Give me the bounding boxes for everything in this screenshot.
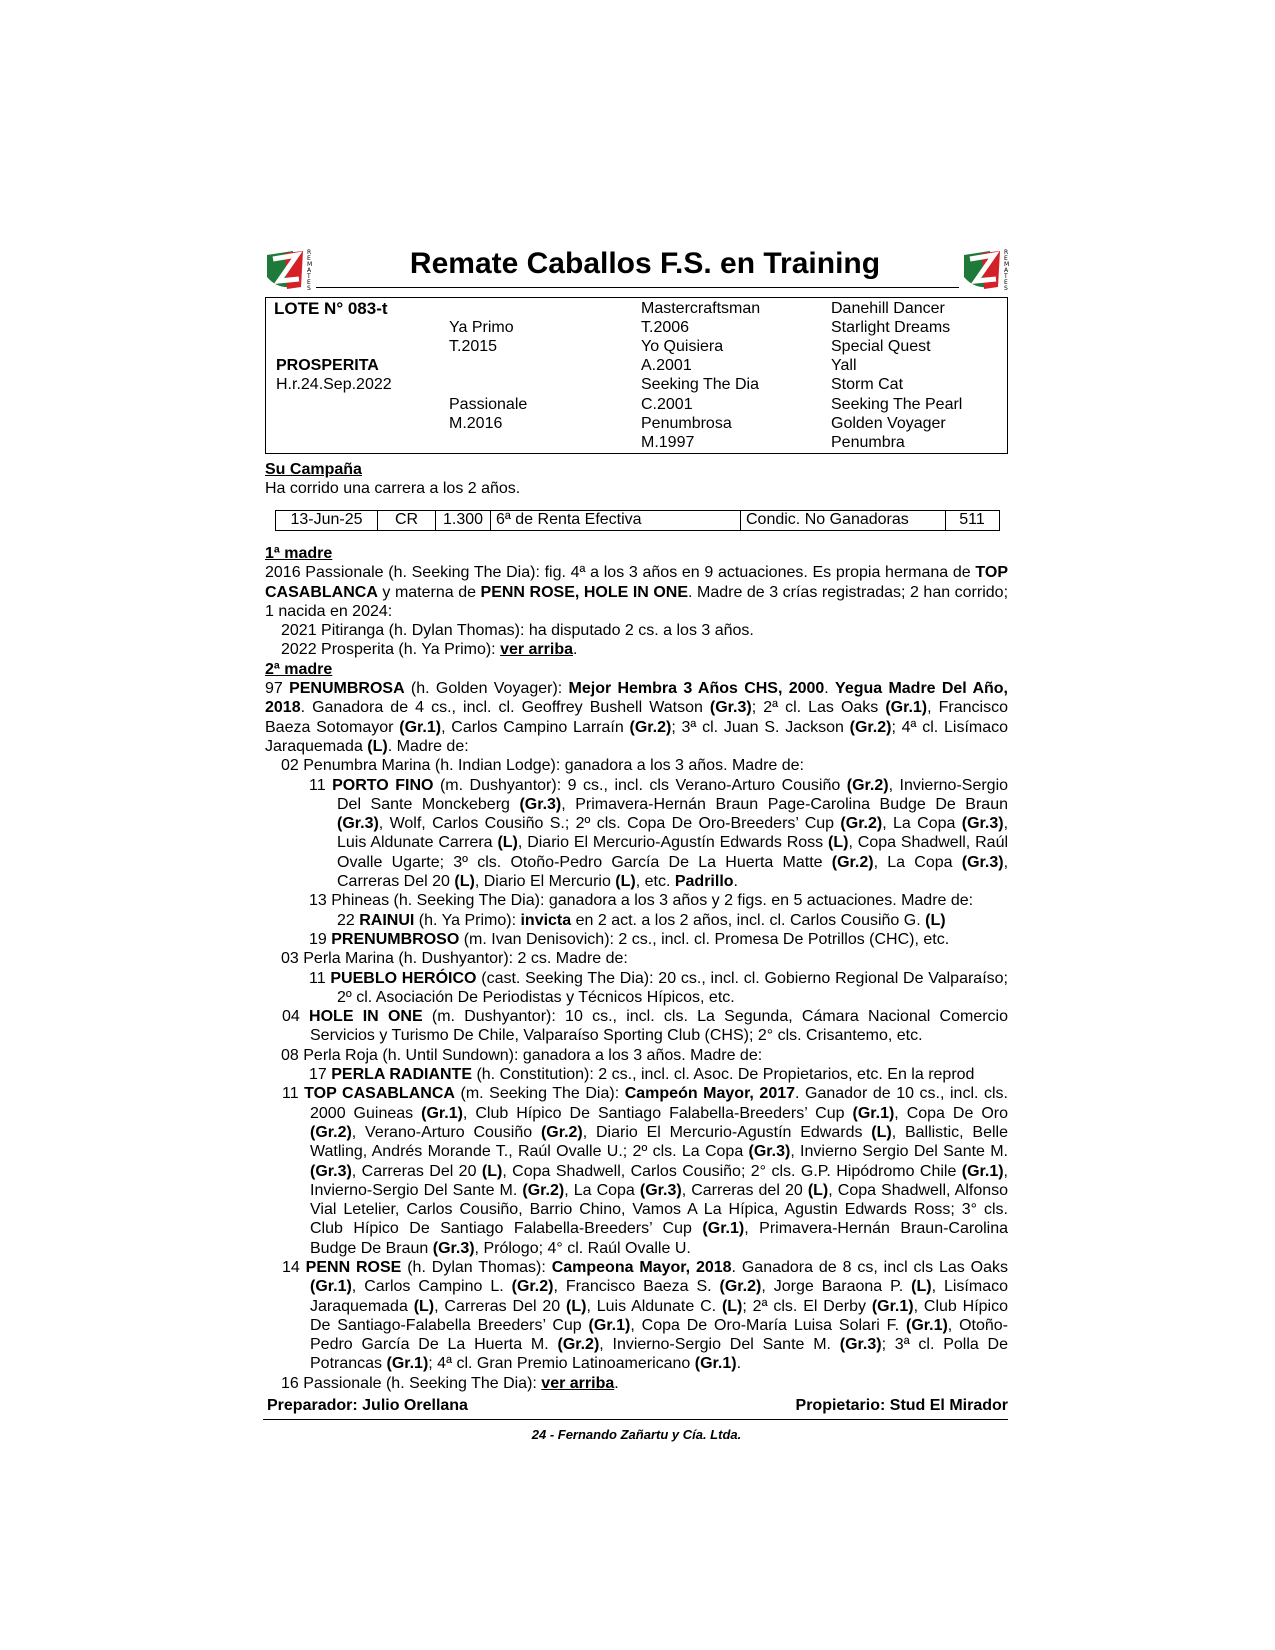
great-grandparent: Special Quest [831, 338, 931, 355]
remates-logo-right [962, 247, 1014, 293]
produce-entry: 04 HOLE IN ONE (m. Dushyantor): 10 cs., incl. cls. La Segunda, Cámara Nacional Comercio Servicios y Turismo De Chile, Valparaíso Sporting Club (CHS); 2° cls. Crisantemo, etc. [282, 1008, 1008, 1045]
produce-entry: 11 TOP CASABLANCA (m. Seeking The Dia): Campeón Mayor, 2017. Ganador de 10 cs., incl. cls. 2000 Guineas (Gr.1), Club Hípico De Santiago Falabella-Breeders’ Cup (Gr.1), Copa De Oro (Gr.2), Verano-Arturo Cousiño (Gr.2), Diario El Mercurio-Agustín Edwards (L), Ballistic, Belle Watling, Andrés Morande T., Raúl Ovalle U.; 2º cls. La Copa (Gr.3), Invierno Sergio Del Sante M. (Gr.3), Carreras Del 20 (L), Copa Shadwell, Carlos Cousiño; 2° cls. G.P. Hipódromo Chile (Gr.1), Invierno-Sergio Del Sante M. (Gr.2), La Copa (Gr.3), Carreras del 20 (L), Copa Shadwell, Alfonso Vial Letelier, Carlos Cousiño, Barrio Chino, Vamos A La Hípica, Agustin Edwards Ross; 3° cls. Club Hípico De Santiago Falabella-Breeders’ Cup (Gr.1), Primavera-Hernán Braun-Carolina Budge De Braun (Gr.3), Prólogo; 4° cl. Raúl Ovalle U. [282, 1085, 1009, 1257]
produce-line: 13 Phineas (h. Seeking The Dia): ganadora a los 3 años y 2 figs. en 5 actuaciones. Madre de: [309, 892, 974, 910]
great-grandparent: Danehill Dancer [831, 300, 945, 317]
great-grandparent: Storm Cat [831, 376, 904, 393]
produce-line: 2022 Prosperita (h. Ya Primo): ver arriba. [281, 641, 578, 659]
horse-name: PROSPERITA [276, 357, 379, 374]
svg-text:E: E [307, 255, 311, 262]
owner-label: Propietario: Stud El Mirador [795, 1397, 1008, 1414]
svg-text:M: M [1004, 261, 1010, 268]
great-grandparent: Golden Voyager [831, 415, 946, 432]
second-dam-paragraph: 97 PENUMBROSA (h. Golden Voyager): Mejor Hembra 3 Años CHS, 2000. Yegua Madre Del Año, 2018. Ganadora de 4 cs., incl. cl. Geoffrey Bushell Watson (Gr.3); 2ª cl. Las Oaks (Gr.1), Francisco Baeza Sotomayor (Gr.1), Carlos Campino Larraín (Gr.2); 3ª cl. Juan S. Jackson (Gr.2); 4ª cl. Lisímaco Jaraquemada (L). Madre de: [265, 680, 1009, 755]
great-grandparent: Penumbra [831, 434, 905, 451]
second-dam-title: 2ª madre [265, 660, 333, 678]
great-grandparent: Seeking The Pearl [831, 396, 963, 413]
campaign-text: Ha corrido una carrera a los 2 años. [265, 480, 521, 498]
produce-entry: 22 RAINUI (h. Ya Primo): invicta en 2 act. a los 2 años, incl. cl. Carlos Cousiño G. (L) [337, 911, 946, 929]
race-number: 511 [959, 511, 985, 528]
grandparent-2-year: A.2001 [641, 357, 692, 374]
svg-text:E: E [1004, 255, 1008, 262]
page-title: Remate Caballos F.S. en Training [409, 247, 881, 280]
trainer-label: Preparador: Julio Orellana [267, 1397, 468, 1414]
svg-text:T: T [307, 273, 311, 280]
campaign-section [265, 460, 1008, 499]
sire-year: T.2015 [449, 338, 498, 355]
grandparent-1-year: T.2006 [641, 319, 690, 336]
dam-year: M.2016 [449, 415, 503, 432]
horse-birth: H.r.24.Sep.2022 [276, 376, 392, 393]
svg-text:E: E [1004, 279, 1008, 286]
race-condition: Condic. No Ganadoras [741, 511, 946, 530]
race-track: CR [378, 511, 436, 530]
first-dam-paragraph: 2016 Passionale (h. Seeking The Dia): fig. 4ª a los 3 años en 9 actuaciones. Es propia hermana de TOP CASABLANCA y materna de PENN ROSE, HOLE IN ONE. Madre de 3 crías registradas; 2 han corrido; 1 nacida en 2024: [265, 564, 1009, 620]
produce-line: 02 Penumbra Marina (h. Indian Lodge): ganadora a los 3 años. Madre de: [281, 757, 804, 775]
great-grandparent: Starlight Dreams [831, 319, 951, 336]
grandparent-2: Yo Quisiera [641, 338, 724, 355]
race-date: 13-Jun-25 [276, 511, 378, 530]
produce-entry: 11 PUEBLO HERÓICO (cast. Seeking The Dia): 20 cs., incl. cl. Gobierno Regional De Valparaíso; 2º cl. Asociación De Periodistas y Técnicos Hípicos, etc. [309, 969, 1008, 1006]
race-distance: 1.300 [436, 511, 491, 530]
svg-text:E: E [307, 279, 311, 286]
campaign-title: Su Campaña [265, 461, 362, 478]
footer-divider [263, 1419, 1008, 1420]
svg-text:S: S [307, 285, 311, 292]
svg-text:T: T [1004, 273, 1008, 280]
page-footer: 24 - Fernando Zañartu y Cía. Ltda. [531, 1427, 742, 1442]
sire-name: Ya Primo [449, 319, 514, 336]
produce-line: 16 Passionale (h. Seeking The Dia): ver arriba. [281, 1374, 619, 1392]
produce-line: 03 Perla Marina (h. Dushyantor): 2 cs. Madre de: [281, 950, 628, 968]
produce-entry: 19 PRENUMBROSO (m. Ivan Denisovich): 2 cs., incl. cl. Promesa De Potrillos (CHC), etc. [309, 930, 950, 948]
svg-text:A: A [1004, 267, 1009, 274]
grandparent-4-year: M.1997 [641, 434, 695, 451]
grandparent-1: Mastercraftsman [641, 300, 761, 317]
great-grandparent: Yall [831, 357, 857, 374]
pedigree-box [265, 297, 1008, 454]
svg-text:M: M [307, 261, 313, 268]
svg-text:R: R [307, 249, 312, 256]
race-result: 6ª de Renta Efectiva [491, 511, 741, 530]
produce-line: 2021 Pitiranga (h. Dylan Thomas): ha disputado 2 cs. a los 3 años. [281, 622, 754, 640]
grandparent-3: Seeking The Dia [641, 376, 759, 393]
first-dam-title: 1ª madre [265, 545, 333, 562]
produce-entry: 17 PERLA RADIANTE (h. Constitution): 2 cs., incl. cl. Asoc. De Propietarios, etc. En la reprod [309, 1066, 975, 1084]
race-table-row [275, 510, 1000, 531]
grandparent-4: Penumbrosa [641, 415, 732, 432]
dam-family-section [265, 544, 1008, 1393]
remates-logo-left [265, 247, 317, 293]
title-divider [316, 287, 959, 288]
produce-entry: 11 PORTO FINO (m. Dushyantor): 9 cs., incl. cls Verano-Arturo Cousiño (Gr.2), Invierno-Sergio Del Sante Monckeberg (Gr.3), Primavera-Hernán Braun Page-Carolina Budge De Braun (Gr.3), Wolf, Carlos Cousiño S.; 2º cls. Copa De Oro-Breeders’ Cup (Gr.2), La Copa (Gr.3), Luis Aldunate Carrera (L), Diario El Mercurio-Agustín Edwards Ross (L), Copa Shadwell, Raúl Ovalle Ugarte; 3º cls. Otoño-Pedro García De La Huerta Matte (Gr.2), La Copa (Gr.3), Carreras Del 20 (L), Diario El Mercurio (L), etc. Padrillo. [309, 776, 1009, 891]
dam-name: Passionale [449, 396, 528, 413]
svg-text:A: A [307, 267, 312, 274]
svg-text:S: S [1004, 285, 1008, 292]
produce-entry: 14 PENN ROSE (h. Dylan Thomas): Campeona Mayor, 2018. Ganadora de 8 cs, incl cls Las Oaks (Gr.1), Carlos Campino L. (Gr.2), Francisco Baeza S. (Gr.2), Jorge Baraona P. (L), Lisímaco Jaraquemada (L), Carreras Del 20 (L), Luis Aldunate C. (L); 2ª cls. El Derby (Gr.1), Club Hípico De Santiago-Falabella Breeders’ Cup (Gr.1), Copa De Oro-María Luisa Solari F. (Gr.1), Otoño-Pedro García De La Huerta M. (Gr.2), Invierno-Sergio Del Sante M. (Gr.3); 3ª cl. Polla De Potrancas (Gr.1); 4ª cl. Gran Premio Latinoamericano (Gr.1). [282, 1258, 1009, 1373]
svg-text:R: R [1004, 249, 1009, 256]
produce-line: 08 Perla Roja (h. Until Sundown): ganadora a los 3 años. Madre de: [281, 1046, 763, 1064]
grandparent-3-year: C.2001 [641, 396, 693, 413]
lot-number: LOTE N° 083-t [274, 299, 388, 318]
